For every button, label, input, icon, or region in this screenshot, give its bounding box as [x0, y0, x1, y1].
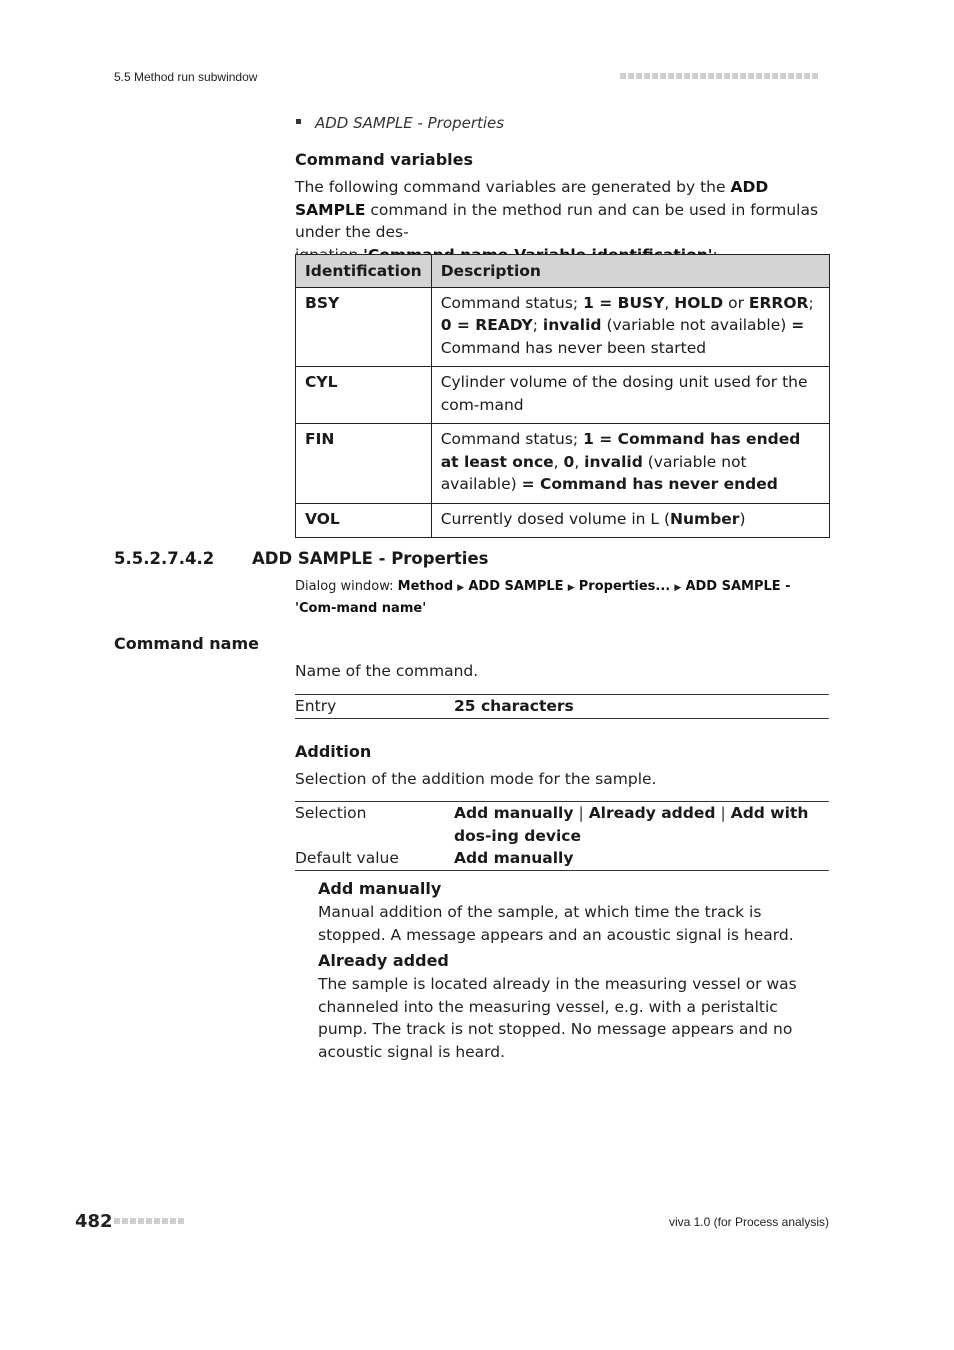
table-row — [295, 847, 829, 870]
option-add-manually-title: Add manually — [318, 879, 442, 898]
arrow-right-icon: ▶ — [674, 583, 682, 593]
table-row — [296, 503, 830, 538]
default-value: Add manually — [454, 849, 574, 867]
col-description: Description — [431, 255, 829, 288]
default-value-key: Default value — [295, 849, 399, 867]
header-decoration — [620, 73, 818, 79]
selection-key: Selection — [295, 804, 367, 822]
running-header: 5.5 Method run subwindow — [114, 70, 258, 84]
table-row — [296, 287, 830, 367]
table-header-row — [296, 255, 830, 288]
command-name-entry-table — [295, 694, 829, 719]
bullet-item: ADD SAMPLE - Properties — [296, 114, 504, 132]
variable-description: Command status; 1 = Command has ended at least once, 0, invalid (variable not available) = Command has never ended — [431, 424, 829, 504]
section-title: ADD SAMPLE - Properties — [252, 549, 489, 568]
variable-description: Command status; 1 = BUSY, HOLD or ERROR; 0 = READY; invalid (variable not available) = Command has never been started — [431, 287, 829, 367]
option-add-manually-text: Manual addition of the sample, at which time the track is stopped. A message appears and an acoustic signal is heard. — [318, 903, 794, 944]
variable-id: BSY — [296, 287, 432, 367]
section-number: 5.5.2.7.4.2 — [114, 549, 215, 568]
dialog-path: Dialog window: Method ▶ ADD SAMPLE ▶ Properties... ▶ ADD SAMPLE - 'Com-mand name' — [295, 579, 791, 616]
table-row — [295, 802, 829, 847]
variable-description: Currently dosed volume in L (Number) — [431, 503, 829, 538]
addition-properties-table — [295, 801, 829, 871]
table-row — [295, 695, 829, 718]
command-variables-heading: Command variables — [295, 150, 473, 169]
arrow-right-icon: ▶ — [567, 583, 575, 593]
page-number: 482 — [75, 1211, 113, 1232]
command-variables-table — [295, 254, 830, 538]
variable-id: FIN — [296, 424, 432, 504]
product-name: viva 1.0 (for Process analysis) — [668, 1215, 829, 1229]
entry-key: Entry — [295, 697, 337, 715]
col-identification: Identification — [296, 255, 432, 288]
selection-values: Add manually | Already added | Add with dos-ing device — [454, 804, 809, 845]
command-name-heading: Command name — [114, 634, 259, 653]
command-variables-intro: The following command variables are generated by the ADD SAMPLE command in the method run and can be used in formulas under the des- — [295, 178, 819, 241]
variable-id: CYL — [296, 367, 432, 424]
addition-heading: Addition — [295, 742, 372, 761]
table-row — [296, 424, 830, 504]
entry-value: 25 characters — [454, 697, 574, 715]
option-already-added-title: Already added — [318, 951, 449, 970]
bullet-square-icon — [296, 119, 301, 124]
option-already-added-text: The sample is located already in the measuring vessel or was channeled into the measuring vessel, e.g. with a peristaltic pump. The track is not stopped. No message appears and no acoustic signal is heard. — [318, 975, 797, 1061]
addition-description: Selection of the addition mode for the sample. — [295, 770, 657, 788]
command-name-description: Name of the command. — [295, 662, 479, 680]
footer-decoration — [114, 1218, 184, 1224]
variable-id: VOL — [296, 503, 432, 538]
table-row — [296, 367, 830, 424]
arrow-right-icon: ▶ — [457, 583, 465, 593]
variable-description: Cylinder volume of the dosing unit used for the com-mand — [431, 367, 829, 424]
